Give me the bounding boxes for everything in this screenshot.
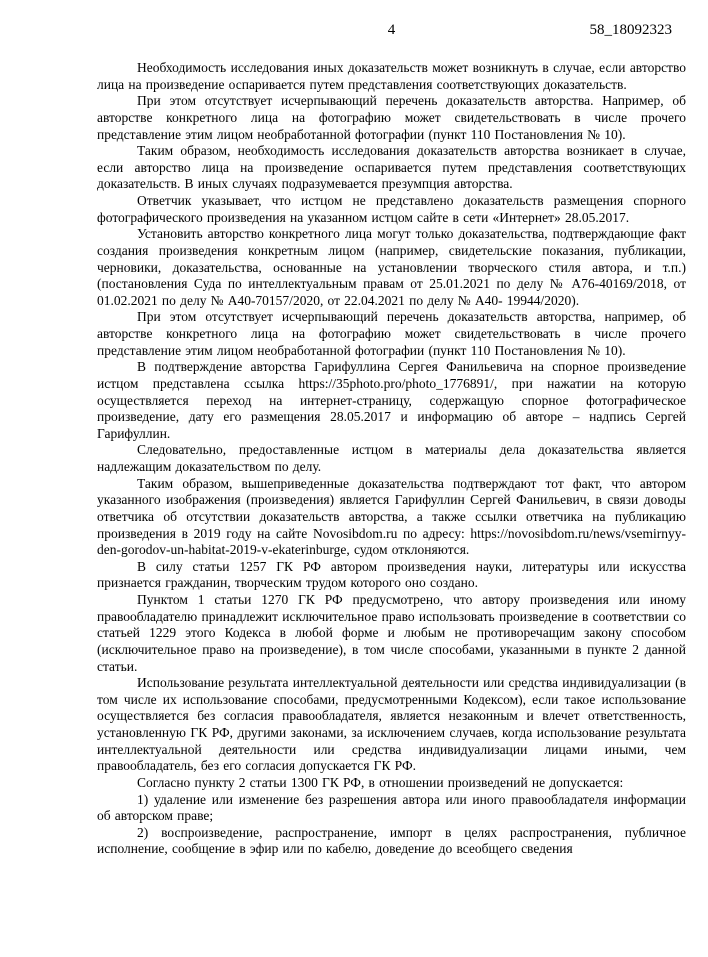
paragraph: В подтверждение авторства Гарифуллина Сергея Фанильевича на спорное произведение истцом представлена ссылка https://35photo.pro/photo_1776891/, при нажатии на которую осуществляется переход на интернет-страницу, содержащую спорное фотографическое произведение, дату его размещения 28.05.2017 и информацию об авторе – надпись Сергей Гарифуллин. (97, 359, 686, 441)
paragraph: В силу статьи 1257 ГК РФ автором произведения науки, литературы или искусства признается гражданин, творческим трудом которого оно создано. (97, 558, 686, 591)
paragraph: Следовательно, предоставленные истцом в материалы дела доказательства является надлежащим доказательством по делу. (97, 442, 686, 474)
paragraph: Установить авторство конкретного лица могут только доказательства, подтверждающие факт создания произведения конкретным лицом (например, свидетельские показания, публикации, черновики, доказательства, основанные на установлении творческого стиля автора, и т.п.) (постановления Суда по интеллектуальным правам от 25.01.2021 по делу № А76-40169/2018, от 01.02.2021 по делу № А40-70157/2020, от 22.04.2021 по делу № А40- 19944/2020). (97, 226, 686, 308)
paragraph: Необходимость исследования иных доказательств может возникнуть в случае, если авторство лица на произведение оспаривается путем представления соответствующих доказательств. (97, 60, 686, 92)
page-number: 4 (387, 22, 396, 38)
paragraph: Ответчик указывает, что истцом не представлено доказательств размещения спорного фотографического произведения на указанном истцом сайте в сети «Интернет» 28.05.2017. (97, 193, 686, 225)
page-header (97, 21, 686, 41)
paragraph: Таким образом, вышеприведенные доказательства подтверждают тот факт, что автором указанного изображения (произведения) является Гарифуллин Сергей Фанильевич, в связи доводы ответчика об отсутствии доказательств авторства, а также ссылки ответчика на публикацию произведения в 2019 году на сайте Novosibdom.ru по адресу: https://novosibdom.ru/news/vsemirnyy-den-gorodov-un-habitat-2019-v-ekaterinburge, судом отклоняются. (97, 475, 686, 558)
document-id: 58_18092323 (589, 22, 672, 38)
paragraph: При этом отсутствует исчерпывающий перечень доказательств авторства. Например, об авторстве конкретного лица на фотографию может свидетельствовать в числе прочего представление этим лицом необработанной фотографии (пункт 110 Постановления № 10). (97, 93, 686, 142)
paragraph: Пунктом 1 статьи 1270 ГК РФ предусмотрено, что автору произведения или иному правообладателю принадлежит исключительное право использовать произведение в соответствии со статьей 1229 этого Кодекса в любой форме и любым не противоречащим закону способом (исключительное право на произведение), в том числе способами, указанными в пункте 2 данной статьи. (97, 592, 686, 674)
document-body (97, 60, 686, 858)
paragraph: 1) удаление или изменение без разрешения автора или иного правообладателя информации об авторском праве; (97, 791, 686, 824)
paragraph: Использование результата интеллектуальной деятельности или средства индивидуализации (в том числе их использование способами, предусмотренными Кодексом), если такое использование осуществляется без согласия правообладателя, является незаконным и влечет ответственность, установленную ГК РФ, другими законами, за исключением случаев, когда использование результата интеллектуальной деятельности или средства индивидуализации лицами иными, чем правообладатель, без его согласия допускается ГК РФ. (97, 675, 686, 774)
paragraph: Таким образом, необходимость исследования доказательств авторства возникает в случае, если авторство лица на произведение оспаривается путем представления соответствующих доказательств. В иных случаях подразумевается презумпция авторства. (97, 143, 686, 192)
paragraph: 2) воспроизведение, распространение, импорт в целях распространения, публичное исполнение, сообщение в эфир или по кабелю, доведение до всеобщего сведения (97, 824, 686, 857)
paragraph: При этом отсутствует исчерпывающий перечень доказательств авторства, например, об авторстве конкретного лица на фотографию может свидетельствовать в числе прочего представление этим лицом необработанной фотографии (пункт 110 Постановления № 10). (97, 309, 686, 358)
paragraph: Согласно пункту 2 статьи 1300 ГК РФ, в отношении произведений не допускается: (137, 774, 624, 790)
